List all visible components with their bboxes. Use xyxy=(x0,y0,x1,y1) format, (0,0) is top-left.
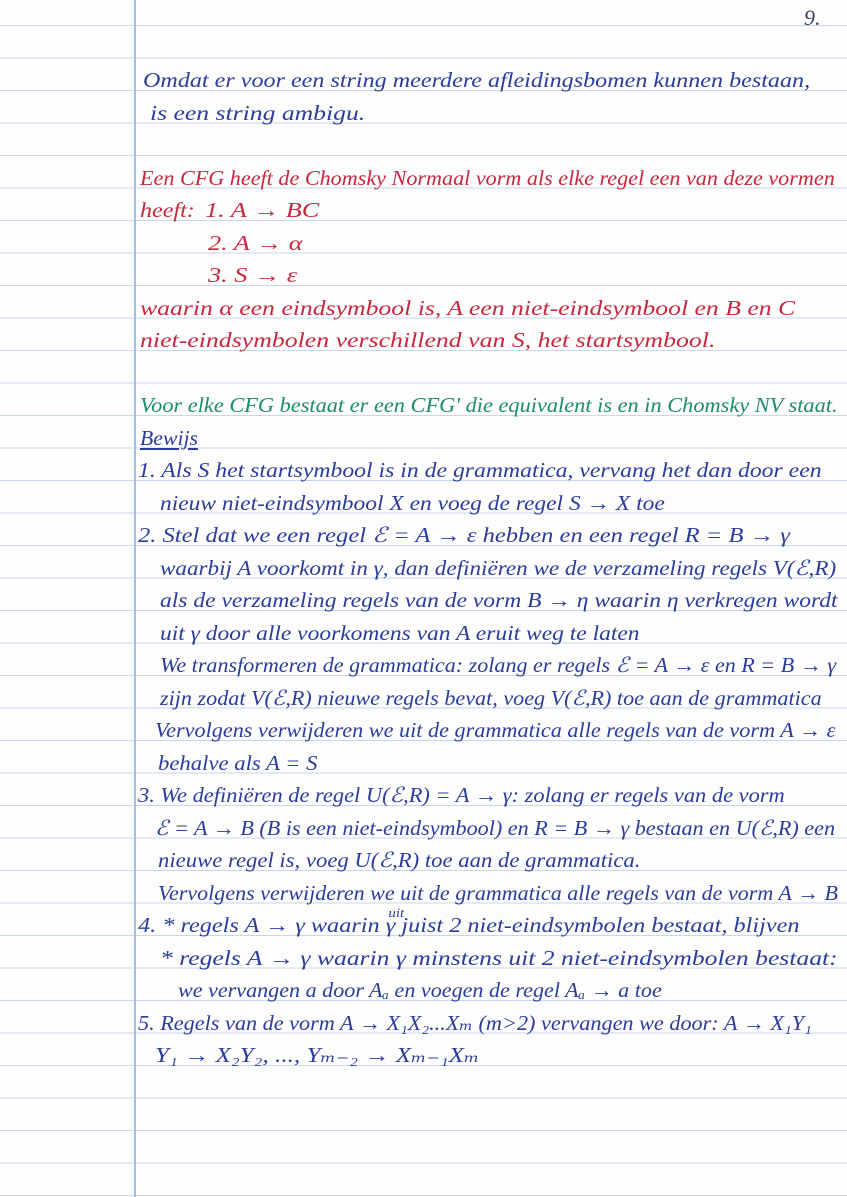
proof-step-2-line-6: zijn zodat V(ℰ,R) nieuwe regels bevat, voeg V(ℰ,R) toe aan de grammatica xyxy=(160,685,822,710)
proof-step-3-line-4: Vervolgens verwijderen we uit de grammatica alle regels van de vorm A → B xyxy=(158,880,838,905)
proof-step-5-line-1: 5. Regels van de vorm A → X₁X₂...Xₘ (m>2) vervangen we door: A → X₁Y₁ xyxy=(138,1010,812,1035)
cnf-where-line-1: waarin α een eindsymbool is, A een niet-eindsymbool en B en C xyxy=(140,295,796,320)
proof-step-2-line-7: Vervolgens verwijderen we uit de grammatica alle regels van de vorm A → ε xyxy=(155,718,836,742)
ambiguity-line-2: is een string ambigu. xyxy=(150,100,366,125)
proof-step-3-line-2: ℰ = A → B (B is een niet-eindsymbool) en R = B → γ bestaan en U(ℰ,R) een xyxy=(155,815,836,840)
proof-step-2-line-4: uit γ door alle voorkomens van A eruit weg te laten xyxy=(160,620,640,645)
proof-step-2-line-3: als de verzameling regels van de vorm B → η waarin η verkregen wordt xyxy=(160,588,838,612)
proof-step-2-line-8: behalve als A = S xyxy=(158,750,318,775)
proof-step-2-line-1: 2. Stel dat we een regel ℰ = A → ε hebben en een regel R = B → γ xyxy=(138,523,790,547)
cnf-definition-intro: Een CFG heeft de Chomsky Normaal vorm als elke regel een van deze vormen xyxy=(140,165,835,190)
proof-step-4-line-1: 4. * regels A → γ waarin γuit juist 2 niet-eindsymbolen bestaat, blijven xyxy=(138,905,800,937)
proof-step-2-line-5: We transformeren de grammatica: zolang er regels ℰ = A → ε en R = B → γ xyxy=(160,653,837,677)
cnf-rule-2: 2. A → α xyxy=(208,230,303,255)
proof-step-4-line-1-after: juist 2 niet-eindsymbolen bestaat, blijven xyxy=(395,913,800,937)
cnf-rule-3: 3. S → ε xyxy=(208,263,298,287)
proof-title: Bewijs xyxy=(140,425,198,450)
cnf-where-line-2: niet-eindsymbolen verschillend van S, het startsymbool. xyxy=(140,328,716,352)
proof-step-3-line-3: nieuwe regel is, voeg U(ℰ,R) toe aan de grammatica. xyxy=(158,848,641,872)
proof-step-1-line-2: nieuw niet-eindsymbool X en voeg de regel S → X toe xyxy=(160,490,665,515)
proof-step-4-line-3: we vervangen a door Aₐ en voegen de regel Aₐ → a toe xyxy=(178,978,662,1002)
proof-step-4-line-2: * regels A → γ waarin γ minstens uit 2 niet-eindsymbolen bestaat: xyxy=(160,945,838,970)
proof-step-2-line-2: waarbij A voorkomt in γ, dan definiëren we de verzameling regels V(ℰ,R) xyxy=(160,555,837,580)
theorem-statement: Voor elke CFG bestaat er een CFG' die equivalent is en in Chomsky NV staat. xyxy=(140,393,838,417)
ambiguity-line-1: Omdat er voor een string meerdere afleidingsbomen kunnen bestaan, xyxy=(143,68,811,92)
proof-step-4-line-1-before: 4. * regels A → γ waarin γ xyxy=(138,913,396,937)
proof-step-1-line-1: 1. Als S het startsymbool is in de grammatica, vervang het dan door een xyxy=(138,458,822,482)
proof-step-5-line-2: Y₁ → X₂Y₂, ..., Yₘ₋₂ → Xₘ₋₁Xₘ xyxy=(155,1043,480,1067)
page-number: 9. xyxy=(804,5,821,30)
cnf-heeft-label: heeft: xyxy=(140,198,195,222)
margin-line xyxy=(134,0,136,1197)
proof-step-3-line-1: 3. We definiëren de regel U(ℰ,R) = A → γ: zolang er regels van de vorm xyxy=(138,783,785,807)
cnf-rule-1: 1. A → BC xyxy=(205,198,320,222)
